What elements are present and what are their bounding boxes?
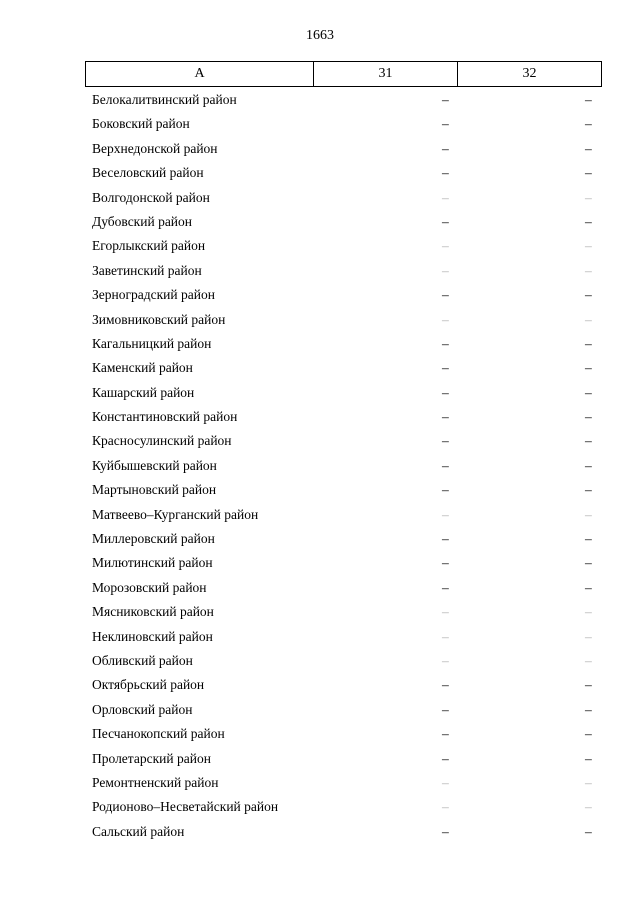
value-col-32: – xyxy=(585,262,592,278)
table-row xyxy=(85,234,600,258)
district-name: Ремонтненский район xyxy=(92,774,219,790)
district-name: Егорлыкский район xyxy=(92,238,206,254)
value-col-31: – xyxy=(442,457,449,473)
district-name: Матвеево–Курганский район xyxy=(92,506,259,522)
value-col-32: – xyxy=(585,652,592,668)
table-row xyxy=(85,405,600,429)
value-col-31: – xyxy=(442,652,449,668)
table-row xyxy=(85,186,600,210)
value-col-32: – xyxy=(585,384,592,400)
value-col-31: – xyxy=(442,165,449,181)
table-row xyxy=(85,576,600,600)
value-col-32: – xyxy=(585,116,592,132)
value-col-31: – xyxy=(442,628,449,644)
table-row xyxy=(85,283,600,307)
table-row xyxy=(85,722,600,746)
value-col-32: – xyxy=(585,457,592,473)
district-name: Верхнедонской район xyxy=(92,140,218,156)
value-col-31: – xyxy=(442,774,449,790)
value-col-32: – xyxy=(585,628,592,644)
table-row xyxy=(85,820,600,844)
district-name: Милютинский район xyxy=(92,555,213,571)
value-col-31: – xyxy=(442,213,449,229)
value-col-31: – xyxy=(442,604,449,620)
value-col-31: – xyxy=(442,140,449,156)
table-row xyxy=(85,649,600,673)
district-name: Куйбышевский район xyxy=(92,457,217,473)
value-col-31: – xyxy=(442,799,449,815)
table-row xyxy=(85,527,600,551)
header-cell-a: A xyxy=(86,62,314,87)
value-col-31: – xyxy=(442,238,449,254)
value-col-32: – xyxy=(585,799,592,815)
value-col-32: – xyxy=(585,750,592,766)
district-name: Волгодонской район xyxy=(92,189,210,205)
table-row xyxy=(85,698,600,722)
page-number: 1663 xyxy=(306,28,334,43)
value-col-32: – xyxy=(585,287,592,303)
value-col-31: – xyxy=(442,262,449,278)
table-row xyxy=(85,503,600,527)
district-name: Дубовский район xyxy=(92,213,193,229)
value-col-31: – xyxy=(442,384,449,400)
table-row xyxy=(85,600,600,624)
table-row xyxy=(85,332,600,356)
table-row xyxy=(85,308,600,332)
district-name: Зерноградский район xyxy=(92,287,215,303)
value-col-32: – xyxy=(585,531,592,547)
value-col-31: – xyxy=(442,677,449,693)
value-col-31: – xyxy=(442,482,449,498)
district-name: Октябрьский район xyxy=(92,677,205,693)
value-col-31: – xyxy=(442,311,449,327)
district-name: Кагальницкий район xyxy=(92,335,212,351)
district-name: Константиновский район xyxy=(92,409,238,425)
table-row xyxy=(85,137,600,161)
value-col-32: – xyxy=(585,140,592,156)
district-name: Боковский район xyxy=(92,116,190,132)
table-header xyxy=(85,61,602,87)
value-col-31: – xyxy=(442,116,449,132)
value-col-31: – xyxy=(442,506,449,522)
table-row xyxy=(85,429,600,453)
value-col-31: – xyxy=(442,287,449,303)
value-col-32: – xyxy=(585,409,592,425)
table-row xyxy=(85,795,600,819)
value-col-31: – xyxy=(442,750,449,766)
value-col-32: – xyxy=(585,555,592,571)
value-col-32: – xyxy=(585,701,592,717)
district-name: Морозовский район xyxy=(92,579,207,595)
district-name: Сальский район xyxy=(92,823,185,839)
district-name: Кашарский район xyxy=(92,384,195,400)
value-col-32: – xyxy=(585,335,592,351)
value-col-32: – xyxy=(585,213,592,229)
district-name: Мясниковский район xyxy=(92,604,214,620)
table-row xyxy=(85,454,600,478)
district-name: Родионово–Несветайский район xyxy=(92,799,279,815)
value-col-31: – xyxy=(442,555,449,571)
district-name: Заветинский район xyxy=(92,262,202,278)
table-row xyxy=(85,478,600,502)
value-col-31: – xyxy=(442,579,449,595)
district-name: Белокалитвинский район xyxy=(92,92,237,107)
district-name: Обливский район xyxy=(92,652,193,668)
table-row xyxy=(85,747,600,771)
header-cell-32: 32 xyxy=(458,62,602,87)
district-name: Орловский район xyxy=(92,701,193,717)
value-col-32: – xyxy=(585,165,592,181)
table-row xyxy=(85,625,600,649)
value-col-32: – xyxy=(585,92,592,107)
header-cell-31: 31 xyxy=(314,62,458,87)
district-name: Красносулинский район xyxy=(92,433,232,449)
district-name: Веселовский район xyxy=(92,165,204,181)
table-row xyxy=(85,356,600,380)
value-col-31: – xyxy=(442,701,449,717)
value-col-32: – xyxy=(585,238,592,254)
value-col-31: – xyxy=(442,433,449,449)
value-col-32: – xyxy=(585,823,592,839)
value-col-31: – xyxy=(442,189,449,205)
district-name: Пролетарский район xyxy=(92,750,211,766)
table-row xyxy=(85,259,600,283)
table-row xyxy=(85,161,600,185)
value-col-31: – xyxy=(442,409,449,425)
table-row xyxy=(85,551,600,575)
value-col-31: – xyxy=(442,360,449,376)
value-col-31: – xyxy=(442,726,449,742)
district-name: Мартыновский район xyxy=(92,482,217,498)
district-name: Каменский район xyxy=(92,360,193,376)
district-name: Песчанокопский район xyxy=(92,726,225,742)
header-row xyxy=(86,62,602,87)
table-row xyxy=(85,112,600,136)
value-col-31: – xyxy=(442,531,449,547)
value-col-32: – xyxy=(585,677,592,693)
value-col-32: – xyxy=(585,189,592,205)
value-col-32: – xyxy=(585,604,592,620)
value-col-32: – xyxy=(585,579,592,595)
value-col-32: – xyxy=(585,433,592,449)
value-col-32: – xyxy=(585,506,592,522)
table-row xyxy=(85,771,600,795)
table-row xyxy=(85,381,600,405)
table-row xyxy=(85,88,600,112)
value-col-32: – xyxy=(585,774,592,790)
district-name: Зимовниковский район xyxy=(92,311,226,327)
district-name: Миллеровский район xyxy=(92,531,215,547)
table-row xyxy=(85,210,600,234)
value-col-32: – xyxy=(585,311,592,327)
table-row xyxy=(85,673,600,697)
value-col-31: – xyxy=(442,92,449,107)
table-body xyxy=(85,88,600,844)
value-col-32: – xyxy=(585,482,592,498)
value-col-31: – xyxy=(442,335,449,351)
value-col-32: – xyxy=(585,726,592,742)
value-col-31: – xyxy=(442,823,449,839)
value-col-32: – xyxy=(585,360,592,376)
district-name: Неклиновский район xyxy=(92,628,213,644)
